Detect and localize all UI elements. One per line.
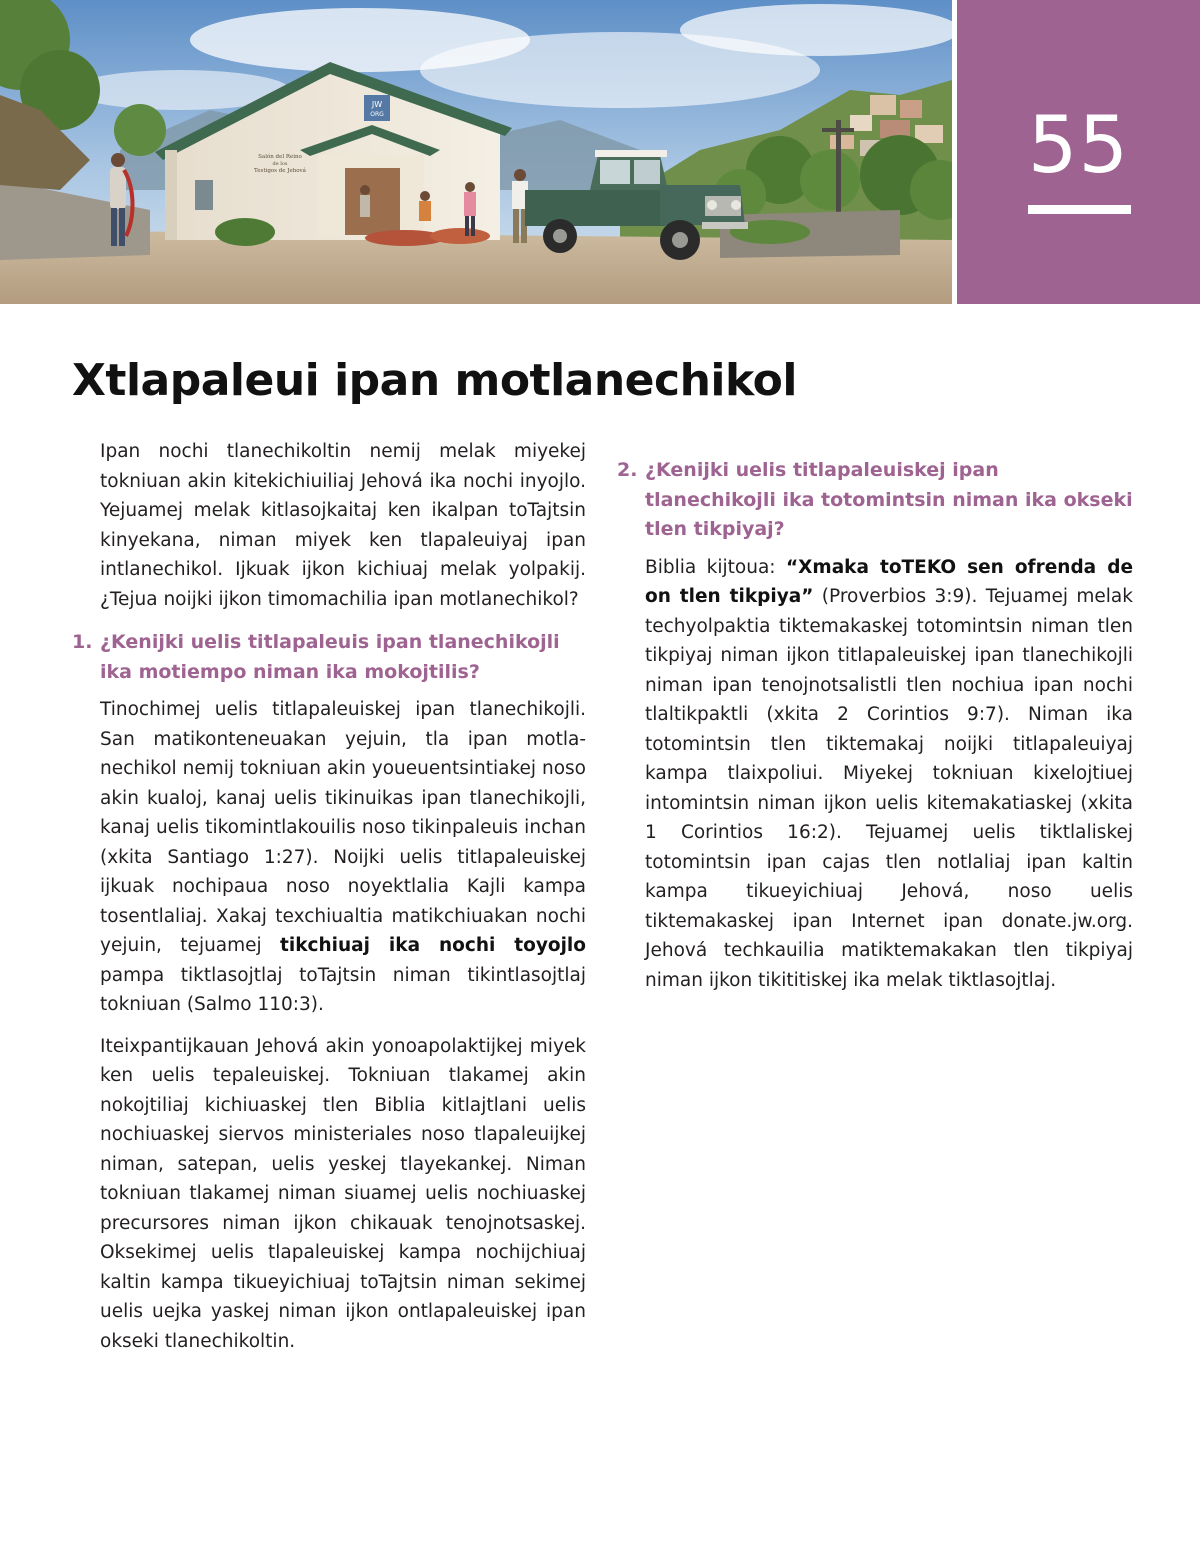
cloud <box>680 4 952 56</box>
right-column <box>617 438 1133 1007</box>
logo-line2: ORG <box>370 111 384 118</box>
left-column <box>72 437 586 1368</box>
question-2-paragraph-start: Biblia kijtoua: <box>645 556 786 578</box>
question-2-scripture-quote: “Xmaka toTEKO sen ofrenda de on tlen tikpiya” <box>645 556 1133 607</box>
question-2-text: ¿Kenijki uelis titlapaleuiskej ipan tlanechikojli ika totomintsin niman ika okseki tlen tikpiyaj? <box>645 459 1133 540</box>
question-2-paragraph-rest: (Proverbios 3:9). Tejuamej melak techyolpaktia tiktemakaskej totomintsin niman tlen tikpiyaj niman ijkon titlapaleuiskej ipan tlanechikojli niman ipan tenojnotsalistli tlen nochiua ipan nochi tlaltikpaktli (xkita 2 Corintios 9:7). Niman ika totomintsin tlen tiktemakaj noijki titlapaleuiyaj kampa tlaixpoliui. Miyekej tokniuan kixelojtiuej intomintsin niman ijkon uelis kitemakatiaskej (xkita 1 Corintios 16:2). Tejuamej uelis tiktlaliskej totomintsin ipan cajas tlen notlaliaj ipan kaltin kampa tikueyichiuaj Jehová, noso uelis tiktemakaskej ipan Internet ipan donate.jw.org. Jehová techkauilia matiktemakakan tlen tikpiyaj niman ijkon tikititiskej ika melak tiktlasojtlaj. <box>645 586 1133 991</box>
question-1-heading <box>72 628 586 687</box>
question-2-paragraph <box>645 553 1133 996</box>
question-1-emphasis: tikchiuaj ika nochi toyojlo <box>280 935 586 956</box>
lesson-number: 55 <box>1027 101 1130 191</box>
hall-sign-line1: Salón del Reino <box>258 154 302 160</box>
question-1-paragraph-2: Iteixpantijkauan Jehová akin yonoapolaktijkej miyek ken uelis tepaleuiskej. Tokniuan tlakamej akin nokojtiliaj kichiuaskej tlen Biblia kitlajtlani uelis nochiuaskej siervos ministeriales noso tlapaleuijkej niman, satepan, uelis yeskej tlayekankej. Niman tokniuan tlakamej niman siuamej uelis nochiuaskej precursores niman ijkon chikauak tenojnotsaskej. Oksekimej uelis tlapaleuiskej kampa nochijchiuaj kaltin kampa tikueyichiuaj toTajtsin niman sekimej uelis uejka yaskej niman ijkon ontlapaleuiskej ipan okseki tlanechikoltin. <box>100 1035 586 1352</box>
hall-sign-line3: Testigos de Jehová <box>254 168 306 174</box>
kingdom-hall-scene <box>0 0 952 304</box>
question-1-paragraph-1-end: pampa tiktlasojtlaj toTajtsin niman tikintlasojtlaj tokniuan (Salmo 110:3). <box>100 964 586 1015</box>
page-title: Xtlapaleui ipan motlanechikol <box>72 355 797 406</box>
question-1-paragraph-1-start: Tinochimej uelis titlapaleuiskej ipan tlanechikojli. San matikonteneuakan yejuin, tla ipan motlanechikol nemij tokniuan akin youeuentsintiakej noso akin kualoj, kanaj uelis tikinuikas ipan tlanechikojli, kanaj uelis tikomintlakouilis noso tikinpaleuis inchan (xkita Santiago 1:27). Noijki uelis titlapaleuiskej ijkuak nochipaua noso noyektlalia Kajli kampa tosentlaliaj. Xakaj texchiualtia matikchiuakan nochi yejuin, tejuamej <box>100 699 586 956</box>
lesson-number-underline <box>1028 205 1131 214</box>
logo-line1: JW <box>371 100 383 109</box>
question-1-paragraph-1 <box>100 695 586 1020</box>
question-1-number: 1. <box>72 631 93 653</box>
question-2-number: 2. <box>617 459 638 481</box>
intro-paragraph: Ipan nochi tlanechikoltin nemij melak miyekej tokniuan akin kitekichiuiliaj Jehová ika nochi inyojlo. Yejuamej melak kitlasojkaitaj ken ikalpan toTajtsin kinyekana, niman miyek ken tlapaleuiyaj ipan intlanechikol. Ijkuak ijkon kichiuaj melak yolpakij. ¿Tejua noijki ijkon timomachilia ipan motlanechikol? <box>100 441 586 610</box>
kingdom-hall-illustration <box>0 0 952 304</box>
question-2-heading <box>617 456 1133 545</box>
question-1-text: ¿Kenijki uelis titlapaleuis ipan tlanechikojli ika motiempo niman ika mokojtilis? <box>100 631 560 683</box>
lesson-number-box <box>957 0 1200 304</box>
hall-sign-line2: de los <box>272 161 288 167</box>
